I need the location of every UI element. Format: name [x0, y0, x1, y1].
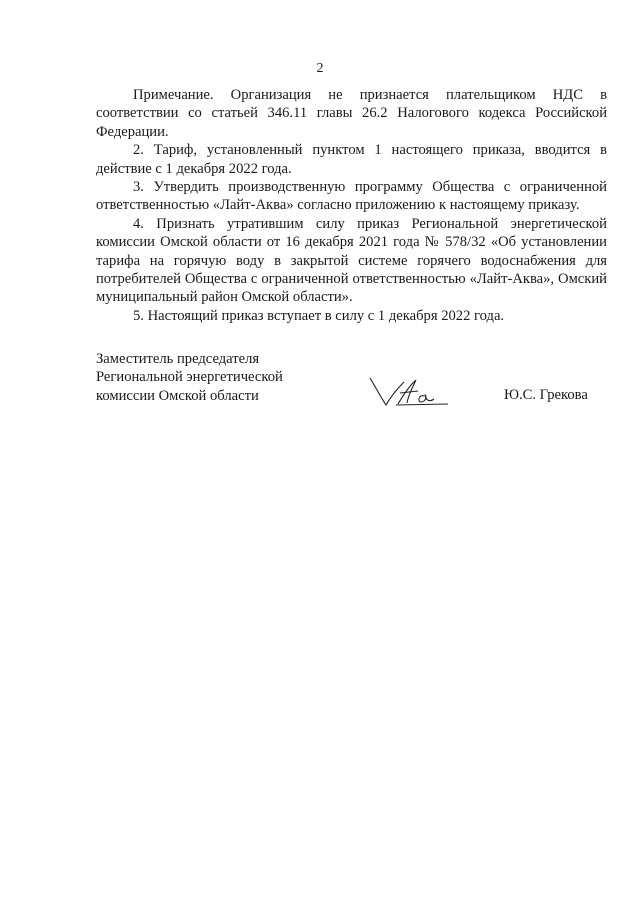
signatory-name: Ю.С. Грекова	[504, 387, 588, 403]
paragraph-5: 5. Настоящий приказ вступает в силу с 1 декабря 2022 года.	[133, 307, 505, 324]
signatory-title	[96, 350, 283, 405]
document-body	[96, 86, 607, 325]
handwritten-signature	[366, 372, 456, 412]
paragraph-2: 2. Тариф, установленный пунктом 1 настоящего приказа, вводится в действие с 1 декабря 2022 года.	[96, 142, 607, 177]
signature-block	[96, 350, 616, 420]
signatory-title-line: Заместитель председателя	[96, 351, 260, 367]
signatory-title-line: Региональной энергетической	[96, 369, 283, 386]
note-paragraph: Примечание. Организация не признается плательщиком НДС в соответствии со статьей 346.11 главы 26.2 Налогового кодекса Российской Федерации.	[96, 87, 607, 140]
signatory-title-line: комиссии Омской области	[96, 387, 259, 404]
paragraph-3: 3. Утвердить производственную программу Общества с ограниченной ответственностью «Лайт-Аква» согласно приложению к настоящему приказу.	[96, 179, 607, 214]
paragraph-4: 4. Признать утратившим силу приказ Региональной энергетической комиссии Омской области от 16 декабря 2021 года № 578/32 «Об установлении тарифа на горячую воду в закрытой системе горячего водоснабжения для потребителей Общества с ограниченной ответственностью «Лайт-Аква», Омский муниципальный район Омской области».	[96, 215, 607, 306]
page-number: 2	[316, 61, 324, 76]
